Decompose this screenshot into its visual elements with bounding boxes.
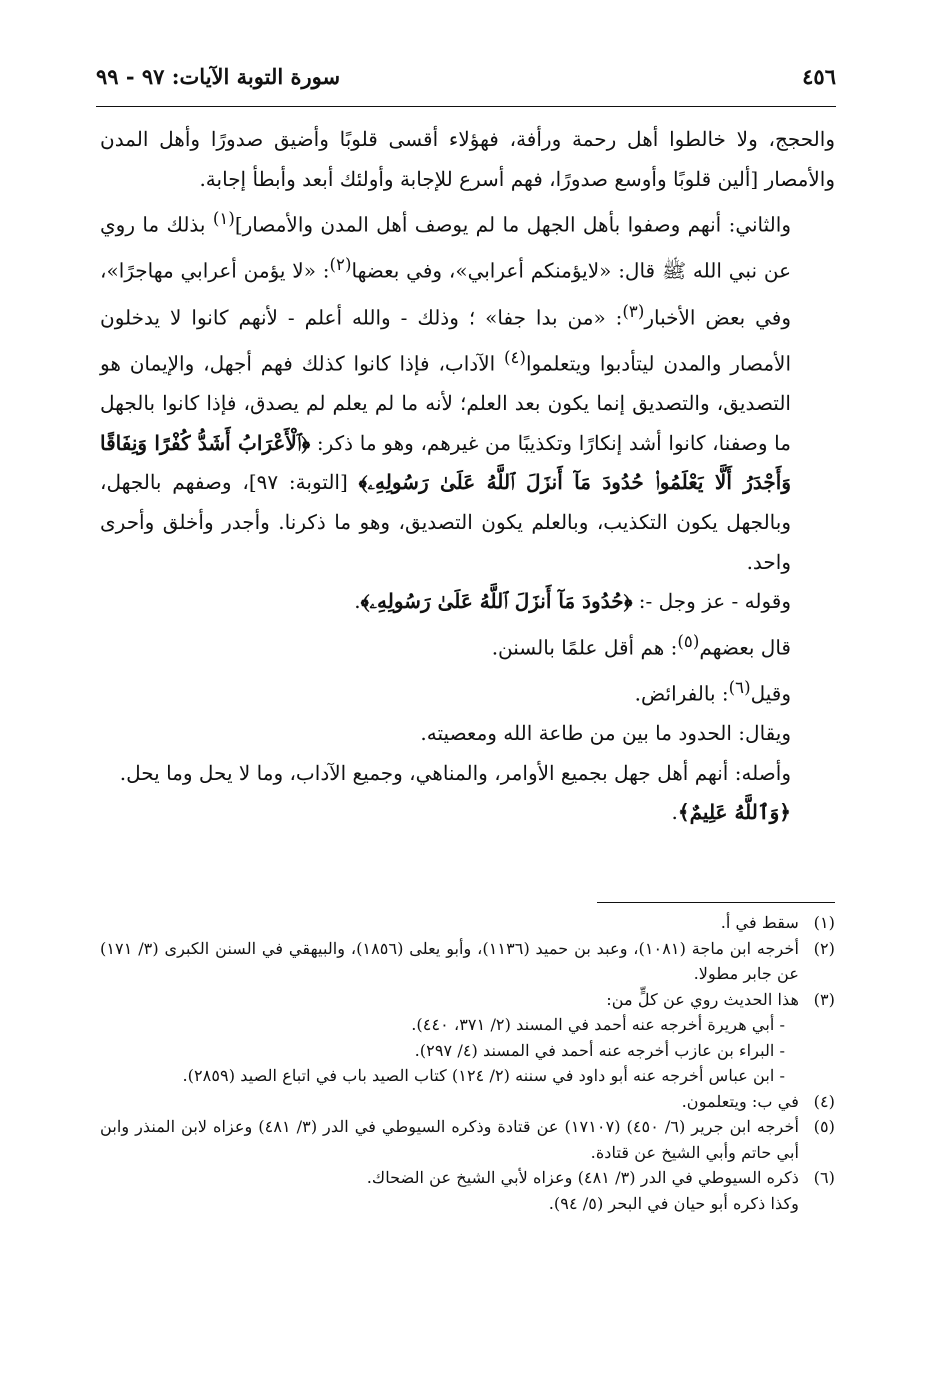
running-title: سورة التوبة الآيات: ٩٧ - ٩٩ (96, 63, 341, 89)
footnote-text (100, 1089, 799, 1115)
footnote-rule (597, 902, 835, 903)
footnotes (100, 910, 835, 1216)
quran-verse: ﴿ٱلْأَعْرَابُ أَشَدُّ كُفْرًا وَنِفَاقًا وَأَجْدَرُ أَلَّا يَعْلَمُوا۟ حُدُودَ مَآ أَنزَلَ ٱللَّهُ عَلَىٰ رَسُولِهِۦ﴾ (100, 430, 792, 495)
paragraph-6: ويقال: الحدود ما بين من طاعة الله ومعصيته. (420, 721, 791, 746)
paragraph-5-part-a: وقيل (750, 681, 791, 706)
page-header (96, 58, 836, 94)
footnote-text (100, 987, 799, 1089)
footnote-text (100, 936, 799, 987)
footnote-line: ذكره السيوطي في الدر (٣/ ٤٨١) وعزاه لأبي الشيخ عن الضحاك. (366, 1168, 799, 1187)
footnote-text (100, 1165, 799, 1216)
paragraph-3-part-a: وقوله - عز وجل -: (632, 589, 791, 614)
paragraph-2-part-f: [التوبة: ٩٧]، وصفهم بالجهل، وبالجهل يكون التكذيب، وبالعلم يكون التصديق، وهو ما ذكرنا. وأجدر وأخلق وأحرى واحد. (100, 470, 791, 574)
paragraph-1: والحجج، ولا خالطوا أهل رحمة ورأفة، فهؤلاء أقسى قلوبًا وأضيق صدورًا وأهل المدن والأمصار [ألين قلوبًا وأوسع صدورًا، فهم أسرع للإجابة وأولئك أبعد وأبطأ إجابة. (100, 127, 835, 191)
footnote-line: وكذا ذكره أبو حيان في البحر (٥/ ٩٤). (548, 1193, 799, 1213)
footnote (100, 910, 835, 936)
paragraph-3-part-b: . (354, 589, 361, 614)
paragraph-2 (100, 199, 835, 582)
footnote-number: (٢) (813, 938, 835, 958)
footnote-subitem: - البراء بن عازب أخرجه عنه أحمد في المسند (٤/ ٢٩٧). (414, 1040, 785, 1060)
footnote-line: أخرجه ابن جرير (٦/ ٤٥٠) (١٧١٠٧) عن قتادة وذكره السيوطي في الدر (٣/ ٤٨١) وعزاه لابن المنذر وابن أبي حاتم وأبي الشيخ عن قتادة. (100, 1117, 799, 1162)
paragraph-5-part-b: : بالفرائض. (634, 681, 729, 706)
footnote-ref-5: (٥) (677, 631, 700, 651)
footnote-number: (٤) (813, 1091, 835, 1111)
quran-verse: ﴿حُدُودَ مَآ أَنزَلَ ٱللَّهُ عَلَىٰ رَسُولِهِۦ﴾ (360, 589, 633, 614)
quran-verse: ﴿وَٱللَّهُ عَلِيمٌ﴾ (677, 800, 791, 825)
footnote (100, 936, 835, 987)
footnote-line: في ب: ويتعلمون. (681, 1091, 799, 1111)
footnote-line: هذا الحديث روي عن كلٍّ من: (606, 989, 799, 1009)
paragraph-2-part-e: الآداب، فإذا كانوا كذلك فهم أجهل، والإيمان هو التصديق، والتصديق إنما يكون بعد العلم؛ لأنه ما لم يعلم لم يصدق، فإذا كانوا بالجهل ما وصفنا، كانوا أشد إنكارًا وتكذيبًا من غيرهم، وهو ما ذكر: (100, 351, 791, 455)
paragraph-7: وأصله: أنهم أهل جهل بجميع الأوامر، والمناهي، وجميع الآداب، وما لا يحل وما يحل. (119, 760, 791, 785)
footnote (100, 987, 835, 1089)
footnote-text (100, 1114, 799, 1165)
paragraph-8-part-b: . (671, 800, 678, 825)
main-text (100, 120, 835, 833)
paragraph-5 (100, 668, 835, 714)
paragraph-2-part-c: : «لا يؤمن أعرابي مهاجرًا»، وفي بعض الأخبار (100, 259, 792, 330)
footnote (100, 1114, 835, 1165)
footnote-number: (١) (813, 913, 835, 932)
footnote-subitem: - ابن عباس أخرجه عنه أبو داود في سننه (٢/ ١٢٤) كتاب الصيد باب في اتباع الصيد (٢٨٥٩). (182, 1066, 785, 1085)
footnote-text (100, 910, 799, 936)
footnote (100, 1089, 835, 1115)
footnote-ref-1: (١) (212, 209, 235, 229)
paragraph-4 (100, 622, 835, 668)
paragraph-3 (100, 582, 835, 622)
footnote-number: (٥) (813, 1117, 835, 1136)
footnote (100, 1165, 835, 1216)
footnote-number: (٦) (813, 1168, 835, 1187)
page-number: ٤٥٦ (802, 63, 836, 89)
paragraph-2-part-d: : «من بدا جفا» ؛ وذلك - والله أعلم - لأنهم كانوا لا يدخلون الأمصار والمدن ليتأدبوا ويتعلموا (100, 305, 792, 376)
footnote-ref-6: (٦) (728, 678, 751, 697)
paragraph-8 (100, 793, 835, 833)
paragraph-2-part-a: والثاني: أنهم وصفوا بأهل الجهل ما لم يوصف أهل المدن والأمصار] (234, 212, 791, 237)
footnote-subitem: - أبي هريرة أخرجه عنه أحمد في المسند (٢/ ٣٧١، ٤٤٠). (411, 1015, 785, 1034)
header-rule (96, 106, 836, 107)
paragraph-2-part-b: بذلك ما روي عن نبي الله ﷺ قال: «لايؤمنكم أعرابي»، وفي بعضها (100, 212, 791, 284)
paragraph-4-part-a: قال بعضهم (699, 635, 791, 660)
footnote-ref-2: (٢) (329, 255, 352, 275)
footnote-ref-4: (٤) (504, 347, 526, 367)
footnote-number: (٣) (813, 989, 835, 1009)
footnote-line: سقط في أ. (720, 913, 799, 932)
paragraph-4-part-b: : هم أقل علمًا بالسنن. (491, 635, 678, 660)
footnote-line: أخرجه ابن ماجة (١٠٨١)، وعبد بن حميد (١١٣٦)، وأبو يعلى (١٨٥٦)، والبيهقي في السنن الكبرى (٣/ ١٧١) عن جابر مطولا. (100, 938, 799, 983)
footnote-ref-3: (٣) (622, 301, 645, 321)
